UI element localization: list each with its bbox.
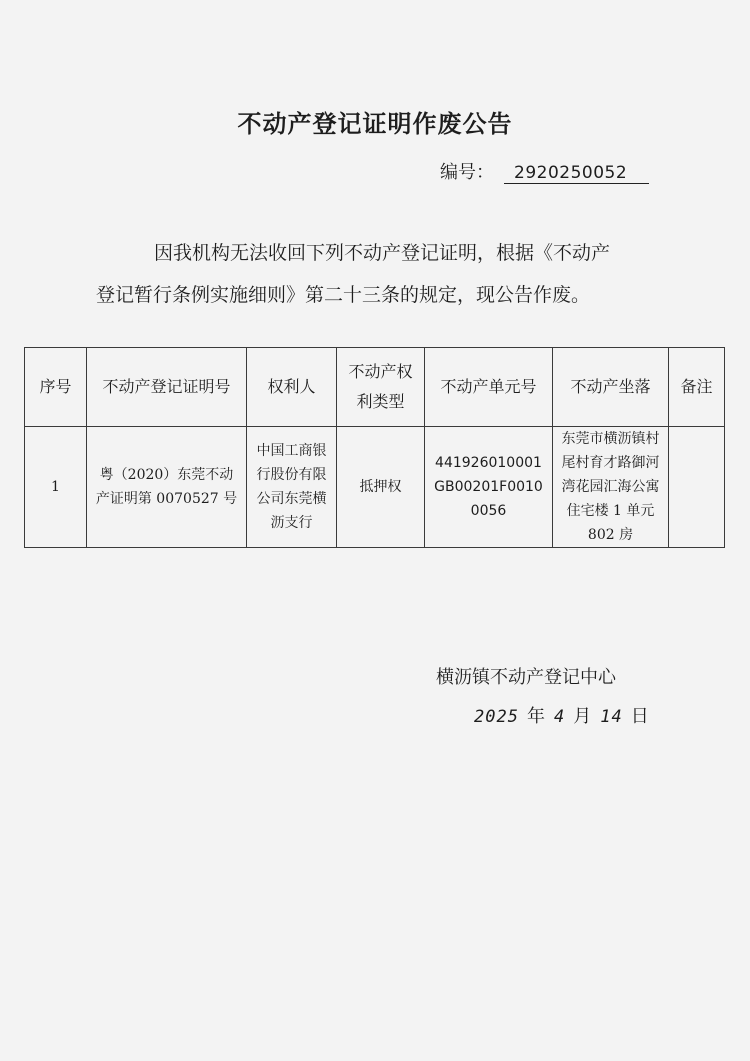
certificate-table [24, 347, 725, 548]
issue-date [466, 702, 650, 728]
issuing-organization: 横沥镇不动产登记中心 [436, 667, 616, 688]
document-number-value: 2920250052 [504, 163, 649, 184]
date-day: 14 [600, 707, 623, 727]
header-right-type: 不动产权利类型 [337, 348, 425, 427]
document-number [440, 158, 649, 184]
document-number-label: 编号： [440, 162, 494, 183]
table-row [25, 427, 725, 548]
cell-holder: 中国工商银行股份有限公司东莞横沥支行 [247, 427, 337, 548]
cell-right-type: 抵押权 [337, 427, 425, 548]
cell-location: 东莞市横沥镇村尾村育才路御河湾花园汇海公寓住宅楼 1 单元 802 房 [553, 427, 669, 548]
date-month-unit: 月 [573, 706, 593, 727]
header-remark: 备注 [669, 348, 725, 427]
notice-body-line-1: 因我机构无法收回下列不动产登记证明，根据《不动产 [154, 242, 611, 264]
notice-body [96, 232, 656, 316]
header-holder: 权利人 [247, 348, 337, 427]
header-unit-no: 不动产单元号 [425, 348, 553, 427]
page-title: 不动产登记证明作废公告 [237, 110, 513, 138]
cell-seq: 1 [25, 427, 87, 548]
table-header-row [25, 348, 725, 427]
date-month: 4 [553, 707, 566, 727]
cell-cert-no: 粤（2020）东莞不动产证明第 0070527 号 [87, 427, 247, 548]
header-cert-no: 不动产登记证明号 [87, 348, 247, 427]
date-year-unit: 年 [526, 706, 546, 727]
cell-remark [669, 427, 725, 548]
cell-unit-no: 441926010001GB00201F00100056 [425, 427, 553, 548]
header-seq: 序号 [25, 348, 87, 427]
header-location: 不动产坐落 [553, 348, 669, 427]
notice-body-line-2: 登记暂行条例实施细则》第二十三条的规定，现公告作废。 [96, 284, 591, 306]
date-day-unit: 日 [630, 706, 650, 727]
date-year: 2025 [474, 707, 519, 727]
